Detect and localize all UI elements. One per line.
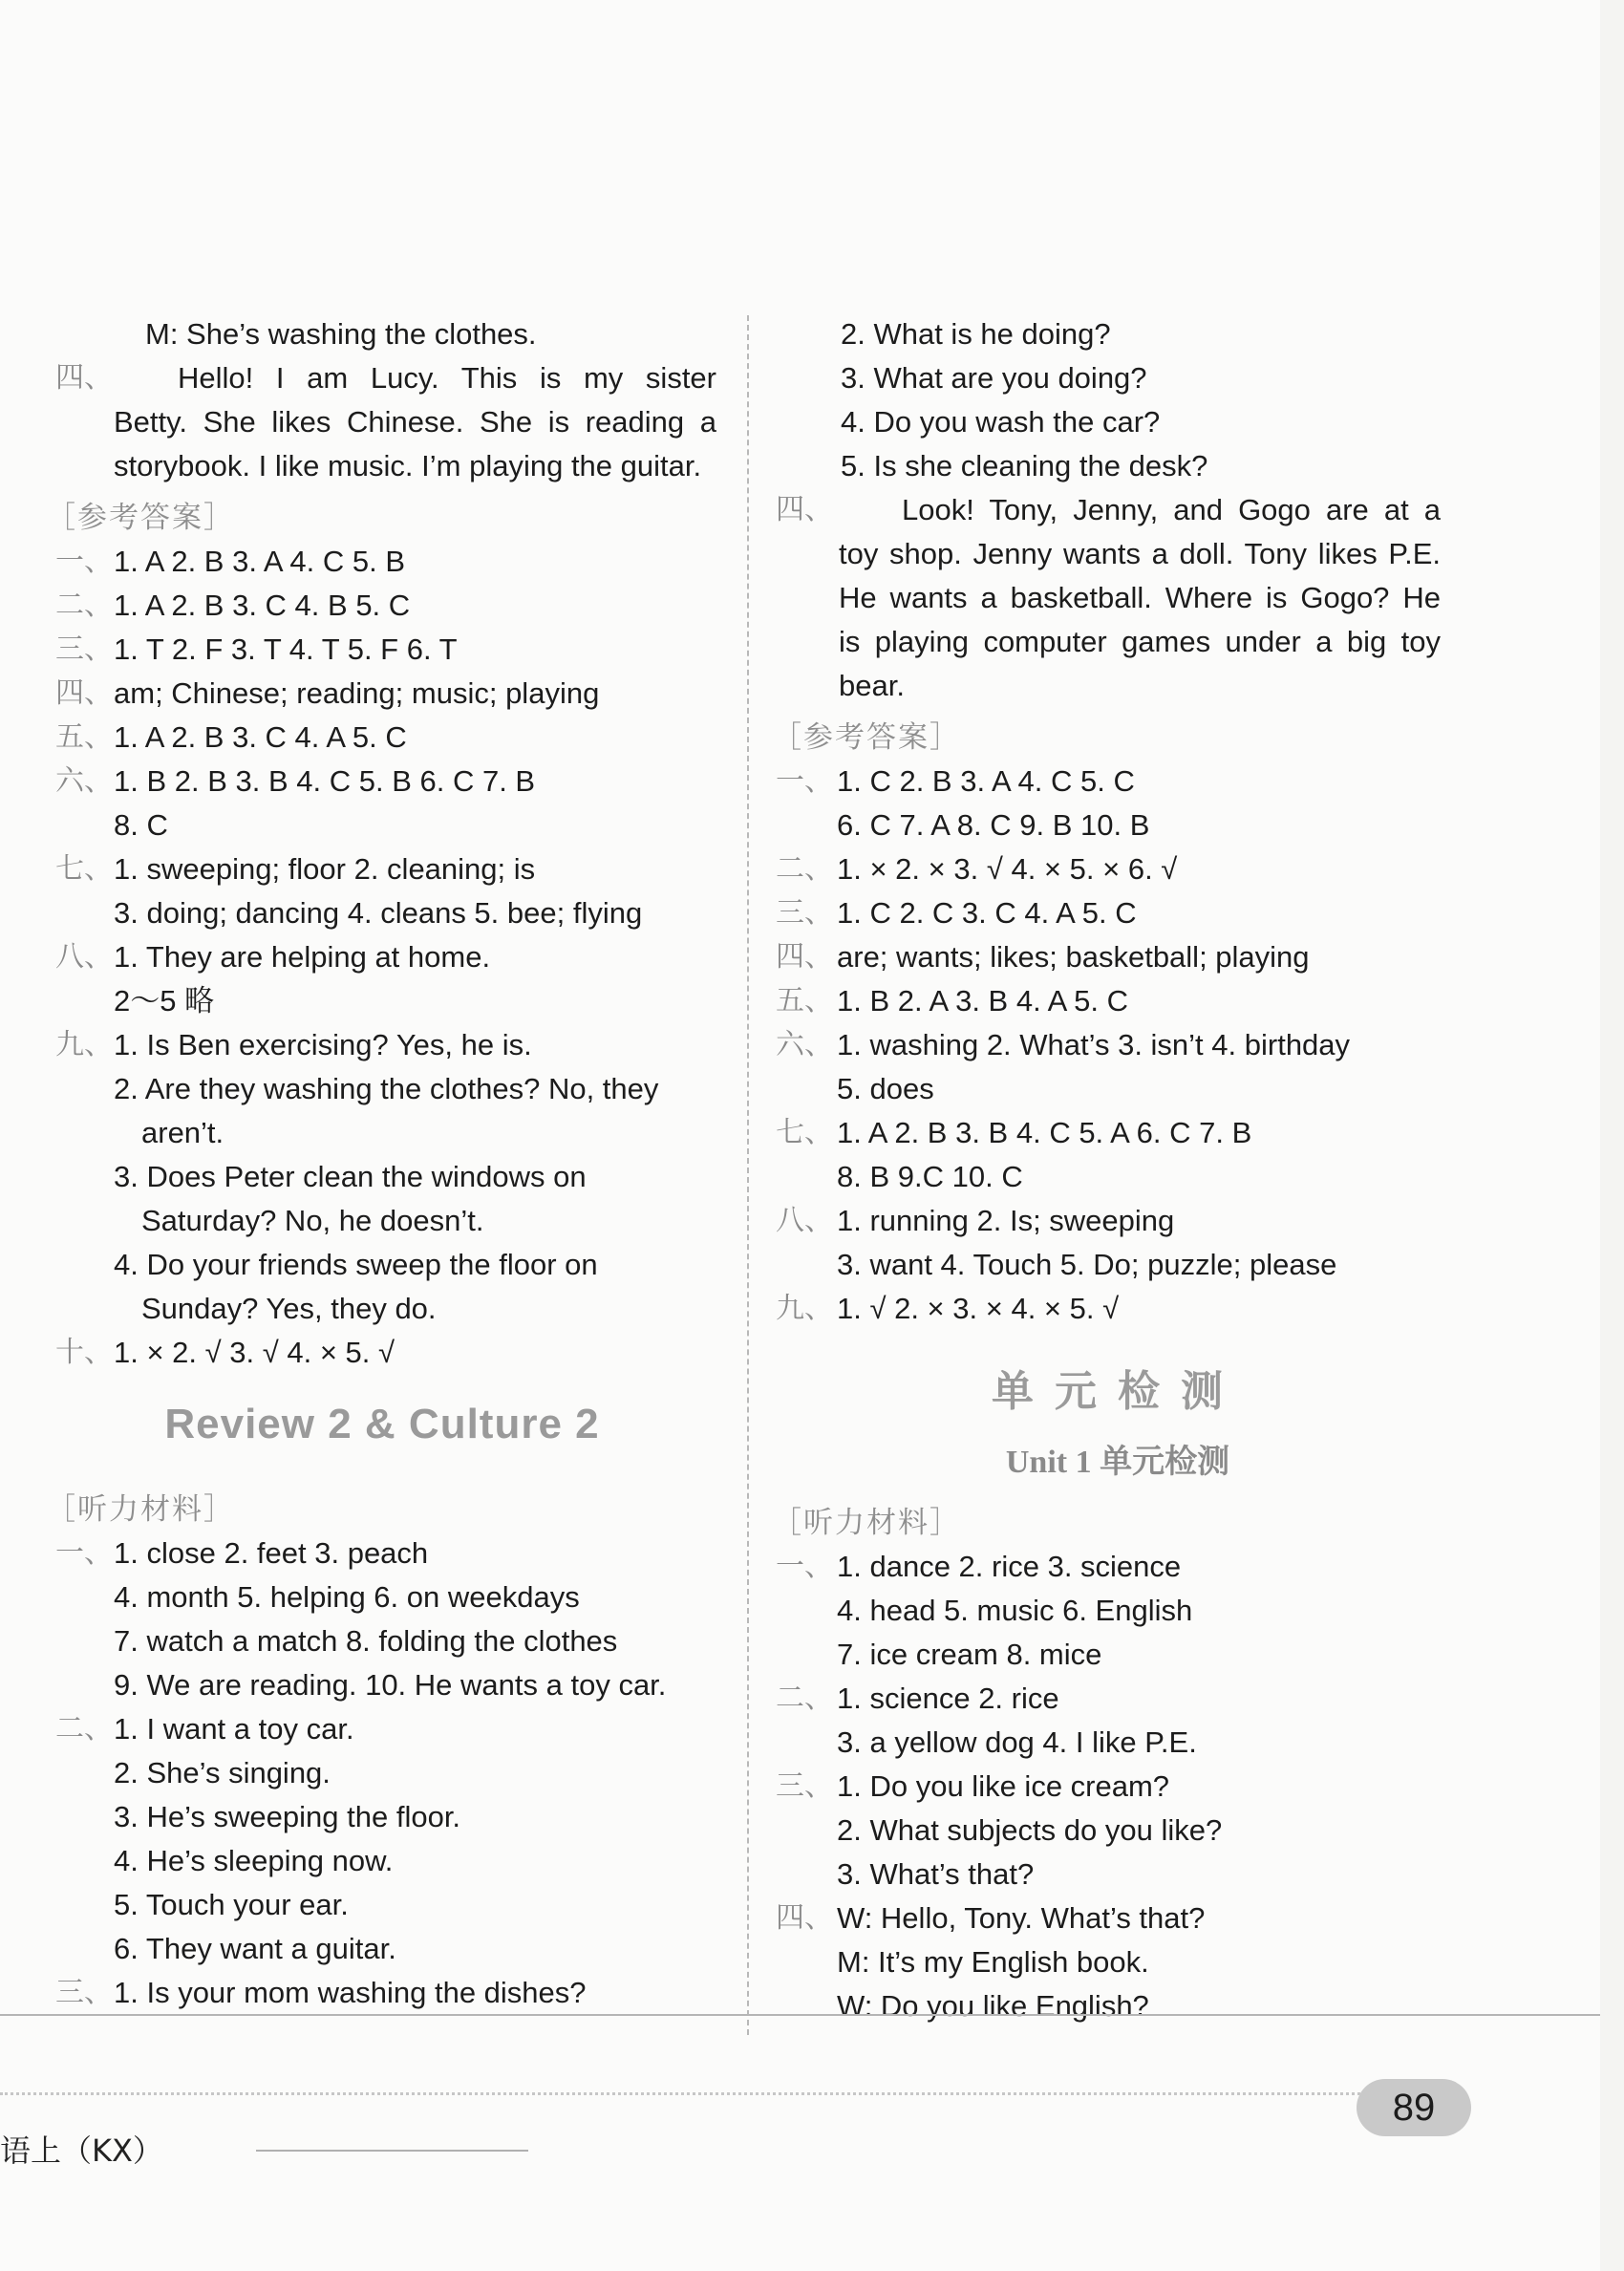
text-line: 1. Do you like ice cream? [837,1769,1170,1803]
answer-line: 6. C 7. A 8. C 9. B 10. B [837,808,1150,842]
section-marker: 二、 [776,852,833,886]
text-line: 2. What is he doing? [841,317,1111,351]
text-line: 4. month 5. helping 6. on weekdays [114,1580,580,1614]
section-marker: 三、 [55,1976,113,2009]
section-title: 单元检测 [992,1367,1244,1416]
text-line: 4. head 5. music 6. English [837,1594,1193,1627]
text-line: toy shop. Jenny wants a doll. Tony likes P.E. [839,537,1441,570]
section-marker: 八、 [776,1204,833,1237]
answer-line: 1. B 2. A 3. B 4. A 5. C [837,984,1129,1018]
text-line: 1. I want a toy car. [114,1712,354,1746]
text-line: 7. ice cream 8. mice [837,1638,1102,1671]
listening-heading: ［听力材料］ [46,1492,235,1527]
text-line: 3. He’s sweeping the floor. [114,1800,461,1833]
section-marker: 三、 [55,632,113,666]
section-marker: 四、 [776,1901,833,1935]
section-marker: 一、 [776,764,833,798]
answer-line: 1. sweeping; floor 2. cleaning; is [114,852,536,886]
text-line: Hello! I am Lucy. This is my sister [178,361,716,395]
answer-line: 4. Do your friends sweep the floor on [114,1248,598,1281]
text-line: W: Do you like English? [837,1989,1149,2023]
answer-line: 1. C 2. B 3. A 4. C 5. C [837,764,1135,798]
text-line: 3. What are you doing? [841,361,1147,395]
text-line: 6. They want a guitar. [114,1932,396,1965]
section-marker: 七、 [776,1116,833,1149]
text-line: Look! Tony, Jenny, and Gogo are at a [902,493,1441,526]
text-line: Betty. She likes Chinese. She is reading a [114,405,716,439]
text-line: 1. Is your mom washing the dishes? [114,1976,587,2009]
answer-line: 1. √ 2. × 3. × 4. × 5. √ [837,1292,1120,1325]
answer-line: 8. C [114,808,168,842]
footer-underline [256,2150,528,2152]
section-marker: 三、 [776,896,833,930]
text-line: 3. a yellow dog 4. I like P.E. [837,1725,1197,1759]
answer-line: 1. T 2. F 3. T 4. T 5. F 6. T [114,632,458,666]
section-marker: 四、 [55,361,113,395]
section-marker: 三、 [776,1769,833,1803]
section-marker: 二、 [55,589,113,622]
text-line: 7. watch a match 8. folding the clothes [114,1624,618,1658]
answer-line: 1. washing 2. What’s 3. isn’t 4. birthday [837,1028,1351,1061]
text-line: 5. Is she cleaning the desk? [841,449,1208,482]
text-line: 5. Touch your ear. [114,1888,349,1921]
answer-line: 1. C 2. C 3. C 4. A 5. C [837,896,1137,930]
text-line: 2. What subjects do you like? [837,1813,1223,1847]
answer-line: 2. Are they washing the clothes? No, they [114,1072,659,1105]
text-line: bear. [839,669,905,702]
answer-key-heading: ［参考答案］ [46,501,235,535]
section-marker: 四、 [776,493,833,526]
answer-line: 1. A 2. B 3. B 4. C 5. A 6. C 7. B [837,1116,1252,1149]
text-line: 4. He’s sleeping now. [114,1844,394,1877]
answer-line: Saturday? No, he doesn’t. [141,1204,484,1237]
text-line: M: It’s my English book. [837,1945,1149,1979]
answer-line: 1. They are helping at home. [114,940,491,974]
section-marker: 五、 [55,720,113,754]
section-marker: 一、 [55,545,113,578]
answer-line: 1. × 2. √ 3. √ 4. × 5. √ [114,1336,395,1369]
text-line: 9. We are reading. 10. He wants a toy car. [114,1668,667,1702]
answer-line: 1. × 2. × 3. √ 4. × 5. × 6. √ [837,852,1178,886]
answer-line: 1. A 2. B 3. A 4. C 5. B [114,545,406,578]
unit-title: Unit 1 单元检测 [1005,1445,1230,1480]
column-divider [747,315,749,2035]
answer-line: 3. want 4. Touch 5. Do; puzzle; please [837,1248,1337,1281]
section-marker: 六、 [55,764,113,798]
section-title: Review 2 & Culture 2 [164,1401,600,1447]
answer-line: 5. does [837,1072,934,1105]
section-marker: 九、 [776,1292,833,1325]
answer-line: 1. Is Ben exercising? Yes, he is. [114,1028,532,1061]
section-marker: 二、 [776,1682,833,1715]
text-line: M: She’s washing the clothes. [145,317,537,351]
text-line: 2. She’s singing. [114,1756,331,1789]
answer-line: 1. B 2. B 3. B 4. C 5. B 6. C 7. B [114,764,536,798]
book-label: 语上（KX） [0,2132,163,2169]
answer-line: are; wants; likes; basketball; playing [837,940,1310,974]
section-marker: 一、 [55,1536,113,1570]
answer-line: 3. Does Peter clean the windows on [114,1160,587,1193]
section-marker: 四、 [55,676,113,710]
section-marker: 七、 [55,852,113,886]
section-marker: 一、 [776,1550,833,1583]
answer-line: 8. B 9.C 10. C [837,1160,1023,1193]
footer-rule [0,2014,1600,2016]
listening-heading: ［听力材料］ [772,1506,961,1540]
text-line: storybook. I like music. I’m playing the guitar. [114,449,702,482]
answer-line: 1. running 2. Is; sweeping [837,1204,1175,1237]
section-marker: 五、 [776,984,833,1018]
text-line: is playing computer games under a big toy [839,625,1441,658]
text-line: He wants a basketball. Where is Gogo? He [839,581,1441,614]
section-marker: 十、 [55,1336,113,1369]
answer-line: 3. doing; dancing 4. cleans 5. bee; flying [114,896,643,930]
text-line: 3. What’s that? [837,1857,1035,1891]
section-marker: 二、 [55,1712,113,1746]
answer-line: Sunday? Yes, they do. [141,1292,437,1325]
answer-line: 2～5 略 [114,984,215,1018]
text-line: 1. close 2. feet 3. peach [114,1536,429,1570]
answer-key-heading: ［参考答案］ [772,720,961,755]
page-number: 89 [1357,2079,1471,2136]
answer-line: 1. A 2. B 3. C 4. B 5. C [114,589,411,622]
text-line: 1. science 2. rice [837,1682,1059,1715]
section-marker: 九、 [55,1028,113,1061]
text-line: 4. Do you wash the car? [841,405,1161,439]
text-line: 1. dance 2. rice 3. science [837,1550,1182,1583]
answer-line: aren’t. [141,1116,224,1149]
answer-line: 1. A 2. B 3. C 4. A 5. C [114,720,407,754]
section-marker: 八、 [55,940,113,974]
section-marker: 四、 [776,940,833,974]
footer-dotted-rule [0,2092,1366,2095]
text-line: W: Hello, Tony. What’s that? [837,1901,1206,1935]
section-marker: 六、 [776,1028,833,1061]
answer-line: am; Chinese; reading; music; playing [114,676,600,710]
